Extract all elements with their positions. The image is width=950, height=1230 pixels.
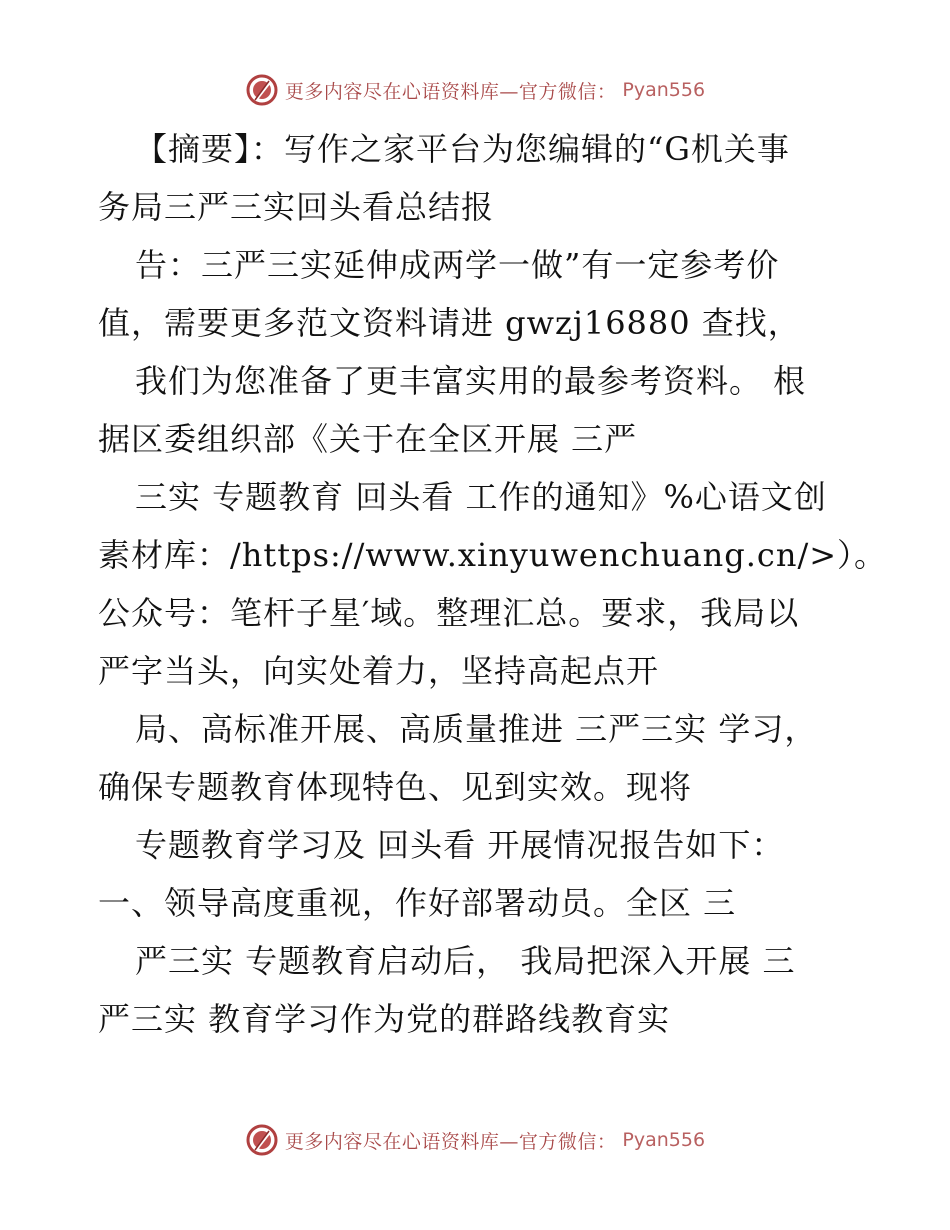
document-line: 公众号：笔杆子星′域。整理汇总。要求，我局以 bbox=[98, 594, 800, 632]
header-banner-text: 更多内容尽在心语资料库—官方微信： bbox=[284, 80, 617, 103]
document-line: 我们为您准备了更丰富实用的最参考资料。 根 bbox=[135, 362, 807, 400]
document-line: 【摘要】：写作之家平台为您编辑的“G机关事 bbox=[135, 130, 790, 168]
document-line: 据区委组织部《关于在全区开展 三严 bbox=[98, 420, 638, 458]
document-line: 三实 专题教育 回头看 工作的通知》%心语文创 bbox=[135, 478, 827, 516]
document-line: 严三实 专题教育启动后， 我局把深入开展 三 bbox=[135, 942, 796, 980]
document-line: 确保专题教育体现特色、见到实效。现将 bbox=[98, 768, 693, 806]
document-line: 值，需要更多范文资料请进 gwzj16880 查找， bbox=[98, 304, 801, 342]
document-body bbox=[98, 120, 888, 1048]
document-line: 务局三严三实回头看总结报 bbox=[98, 188, 495, 226]
document-line: 严三实 教育学习作为党的群路线教育实 bbox=[98, 1000, 671, 1038]
footer-banner-text: 更多内容尽在心语资料库—官方微信： bbox=[284, 1130, 617, 1153]
document-line: 告：三严三实延伸成两学一做”有一定参考价 bbox=[135, 246, 780, 284]
document-line: 局、高标准开展、高质量推进 三严三实 学习， bbox=[135, 710, 818, 748]
header-banner-wechat-id: Pyan556 bbox=[622, 79, 706, 101]
quill-pen-logo-icon bbox=[245, 73, 279, 107]
footer-banner bbox=[0, 1120, 950, 1160]
document-line: 专题教育学习及 回头看 开展情况报告如下： bbox=[135, 826, 785, 864]
header-banner bbox=[0, 70, 950, 110]
document-line: 素材库：/https://www.xinyuwenchuang.cn/>）。 bbox=[98, 536, 888, 574]
footer-banner-wechat-id: Pyan556 bbox=[622, 1129, 706, 1151]
quill-pen-logo-icon bbox=[245, 1123, 279, 1157]
document-line: 严字当头，向实处着力，坚持高起点开 bbox=[98, 652, 660, 690]
document-line: 一、领导高度重视，作好部署动员。全区 三 bbox=[98, 884, 737, 922]
